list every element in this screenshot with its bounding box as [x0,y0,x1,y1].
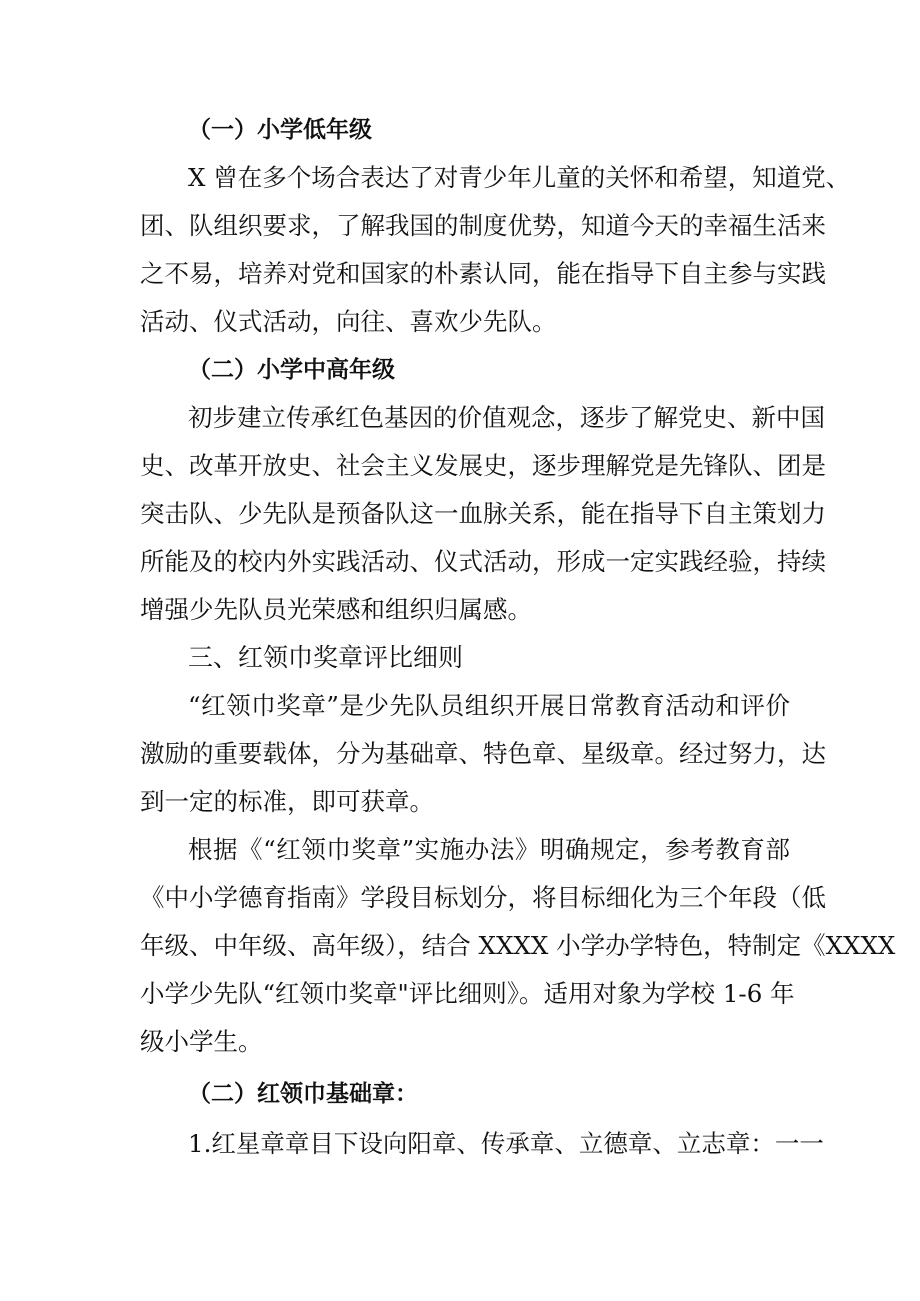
paragraph-line: 小学少先队“红领巾奖章"评比细则》。适用对象为学校 1-6 年 [140,979,795,1008]
paragraph-line: X 曾在多个场合表达了对青少年儿童的关怀和希望，知道党、 [188,163,851,192]
paragraph-line: 突击队、少先队是预备队这一血脉关系，能在指导下自主策划力 [140,499,826,528]
paragraph-line: 到一定的标准，即可获章。 [140,787,434,816]
paragraph-line: 1.红星章章目下设向阳章、传承章、立德章、立志章：一一 [188,1129,824,1158]
paragraph-line: 团、队组织要求，了解我国的制度优势，知道今天的幸福生活来 [140,211,826,240]
paragraph-line: 之不易，培养对党和国家的朴素认同，能在指导下自主参与实践 [140,259,826,288]
paragraph-line: 史、改革开放史、社会主义发展史，逐步理解党是先锋队、团是 [140,451,826,480]
paragraph-line: “红领巾奖章”是少先队员组织开展日常教育活动和评价 [188,691,790,720]
paragraph-line: 级小学生。 [140,1027,263,1056]
paragraph-line: 根据《“红领巾奖章”实施办法》明确规定，参考教育部 [188,835,790,864]
paragraph-line: 增强少先队员光荣感和组织归属感。 [140,595,532,624]
paragraph-line: 所能及的校内外实践活动、仪式活动，形成一定实践经验，持续 [140,547,826,576]
paragraph-line: 活动、仪式活动，向往、喜欢少先队。 [140,307,557,336]
paragraph-line: 年级、中年级、高年级），结合 XXXX 小学办学特色，特制定《XXXX [140,931,896,960]
paragraph-line: 初步建立传承红色基因的价值观念，逐步了解党史、新中国 [188,403,825,432]
section-heading-badge-rules: 三、红领巾奖章评比细则 [188,643,464,672]
section-heading-lower-grade: （一）小学低年级 [188,117,372,143]
section-heading-basic-badge: （二）红领巾基础章： [188,1081,418,1107]
section-heading-upper-grade: （二）小学中高年级 [188,357,395,383]
paragraph-line: 《中小学德育指南》学段目标划分，将目标细化为三个年段（低 [140,883,826,912]
paragraph-line: 激励的重要载体，分为基础章、特色章、星级章。经过努力，达 [140,739,826,768]
